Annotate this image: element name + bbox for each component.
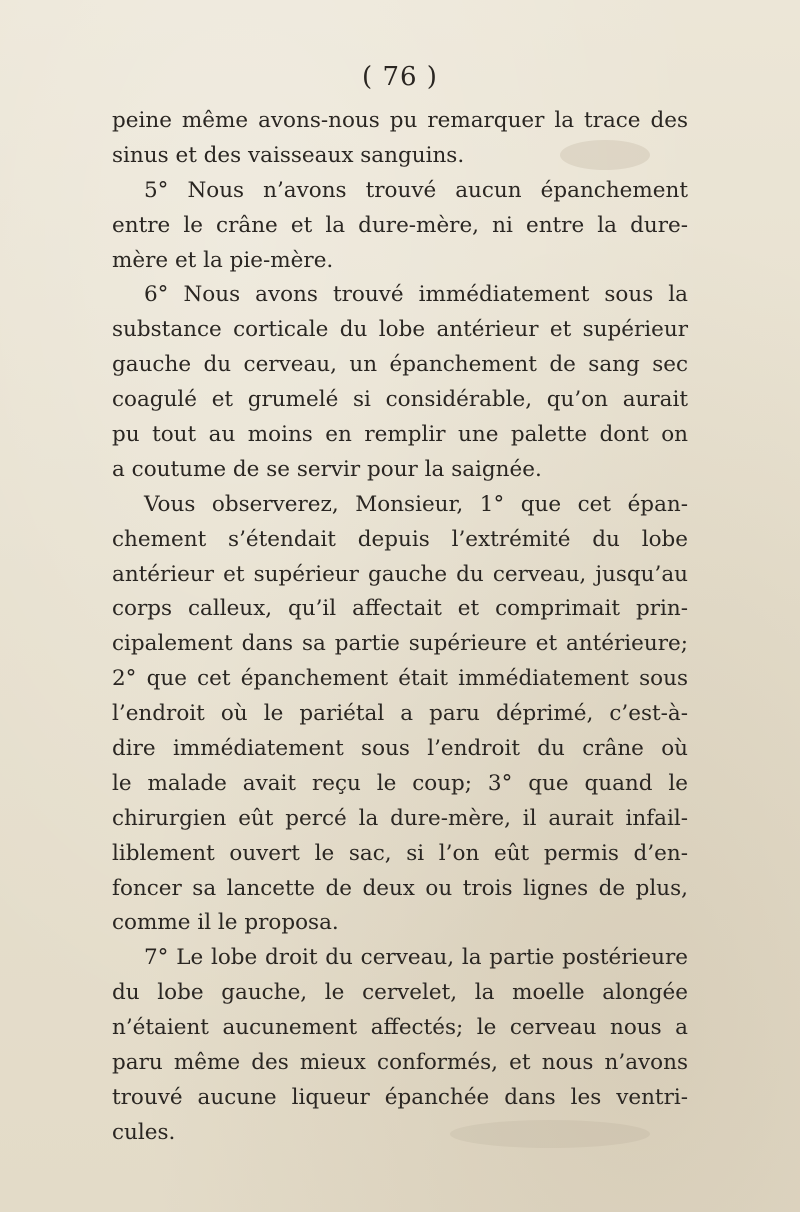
text-line: pu tout au moins en remplir une palette dont on [112, 422, 688, 448]
text-line: sinus et des vaisseaux sanguins. [112, 142, 465, 168]
text-line: cipalement dans sa partie supérieure et antérieure; [112, 631, 688, 657]
text-line: substance corticale du lobe antérieur et supérieur [112, 317, 688, 343]
text-line: peine même avons-nous pu remarquer la trace des [112, 108, 688, 133]
text-line: n’étaient aucunement affectés; le cerveau nous a [112, 1015, 688, 1041]
text-line: entre le crâne et la dure-mère, ni entre la dure- [112, 212, 688, 238]
text-line: 6° Nous avons trouvé immédiatement sous la [144, 282, 688, 308]
text-line: antérieur et supérieur gauche du cerveau, jusqu’au [112, 561, 688, 587]
text-line: chirurgien eût percé la dure-mère, il aurait infail- [112, 805, 688, 831]
text-line: comme il le proposa. [112, 910, 339, 936]
text-line: 7° Le lobe droit du cerveau, la partie postérieure [144, 945, 688, 971]
text-line: corps calleux, qu’il affectait et comprimait prin- [112, 596, 688, 622]
text-line: liblement ouvert le sac, si l’on eût permis d’en- [112, 840, 688, 866]
text-line: paru même des mieux conformés, et nous n’avons [112, 1050, 688, 1076]
text-line: dire immédiatement sous l’endroit du crâne où [112, 736, 688, 762]
page-number: ( 76 ) [362, 62, 438, 92]
text-line: cules. [112, 1119, 176, 1145]
body-text [112, 104, 688, 1151]
text-line: Vous observerez, Monsieur, 1° que cet épan- [144, 491, 688, 517]
text-line: du lobe gauche, le cervelet, la moelle alongée [112, 980, 688, 1006]
text-line: foncer sa lancette de deux ou trois lignes de plus, [112, 875, 688, 901]
text-line: mère et la pie-mère. [112, 247, 334, 273]
text-line: 2° que cet épanchement était immédiatement sous [112, 666, 688, 692]
text-line: a coutume de se servir pour la saignée. [112, 456, 542, 482]
text-line: gauche du cerveau, un épanchement de sang sec [112, 352, 688, 378]
text-line: coagulé et grumelé si considérable, qu’on aurait [112, 387, 688, 413]
text-line: trouvé aucune liqueur épanchée dans les ventri- [112, 1084, 688, 1110]
text-line: l’endroit où le pariétal a paru déprimé, c’est-à- [112, 701, 688, 727]
text-line: le malade avait reçu le coup; 3° que quand le [112, 770, 688, 796]
text-line: chement s’étendait depuis l’extrémité du lobe [112, 526, 688, 552]
text-line: 5° Nous n’avons trouvé aucun épanchement [144, 177, 688, 203]
